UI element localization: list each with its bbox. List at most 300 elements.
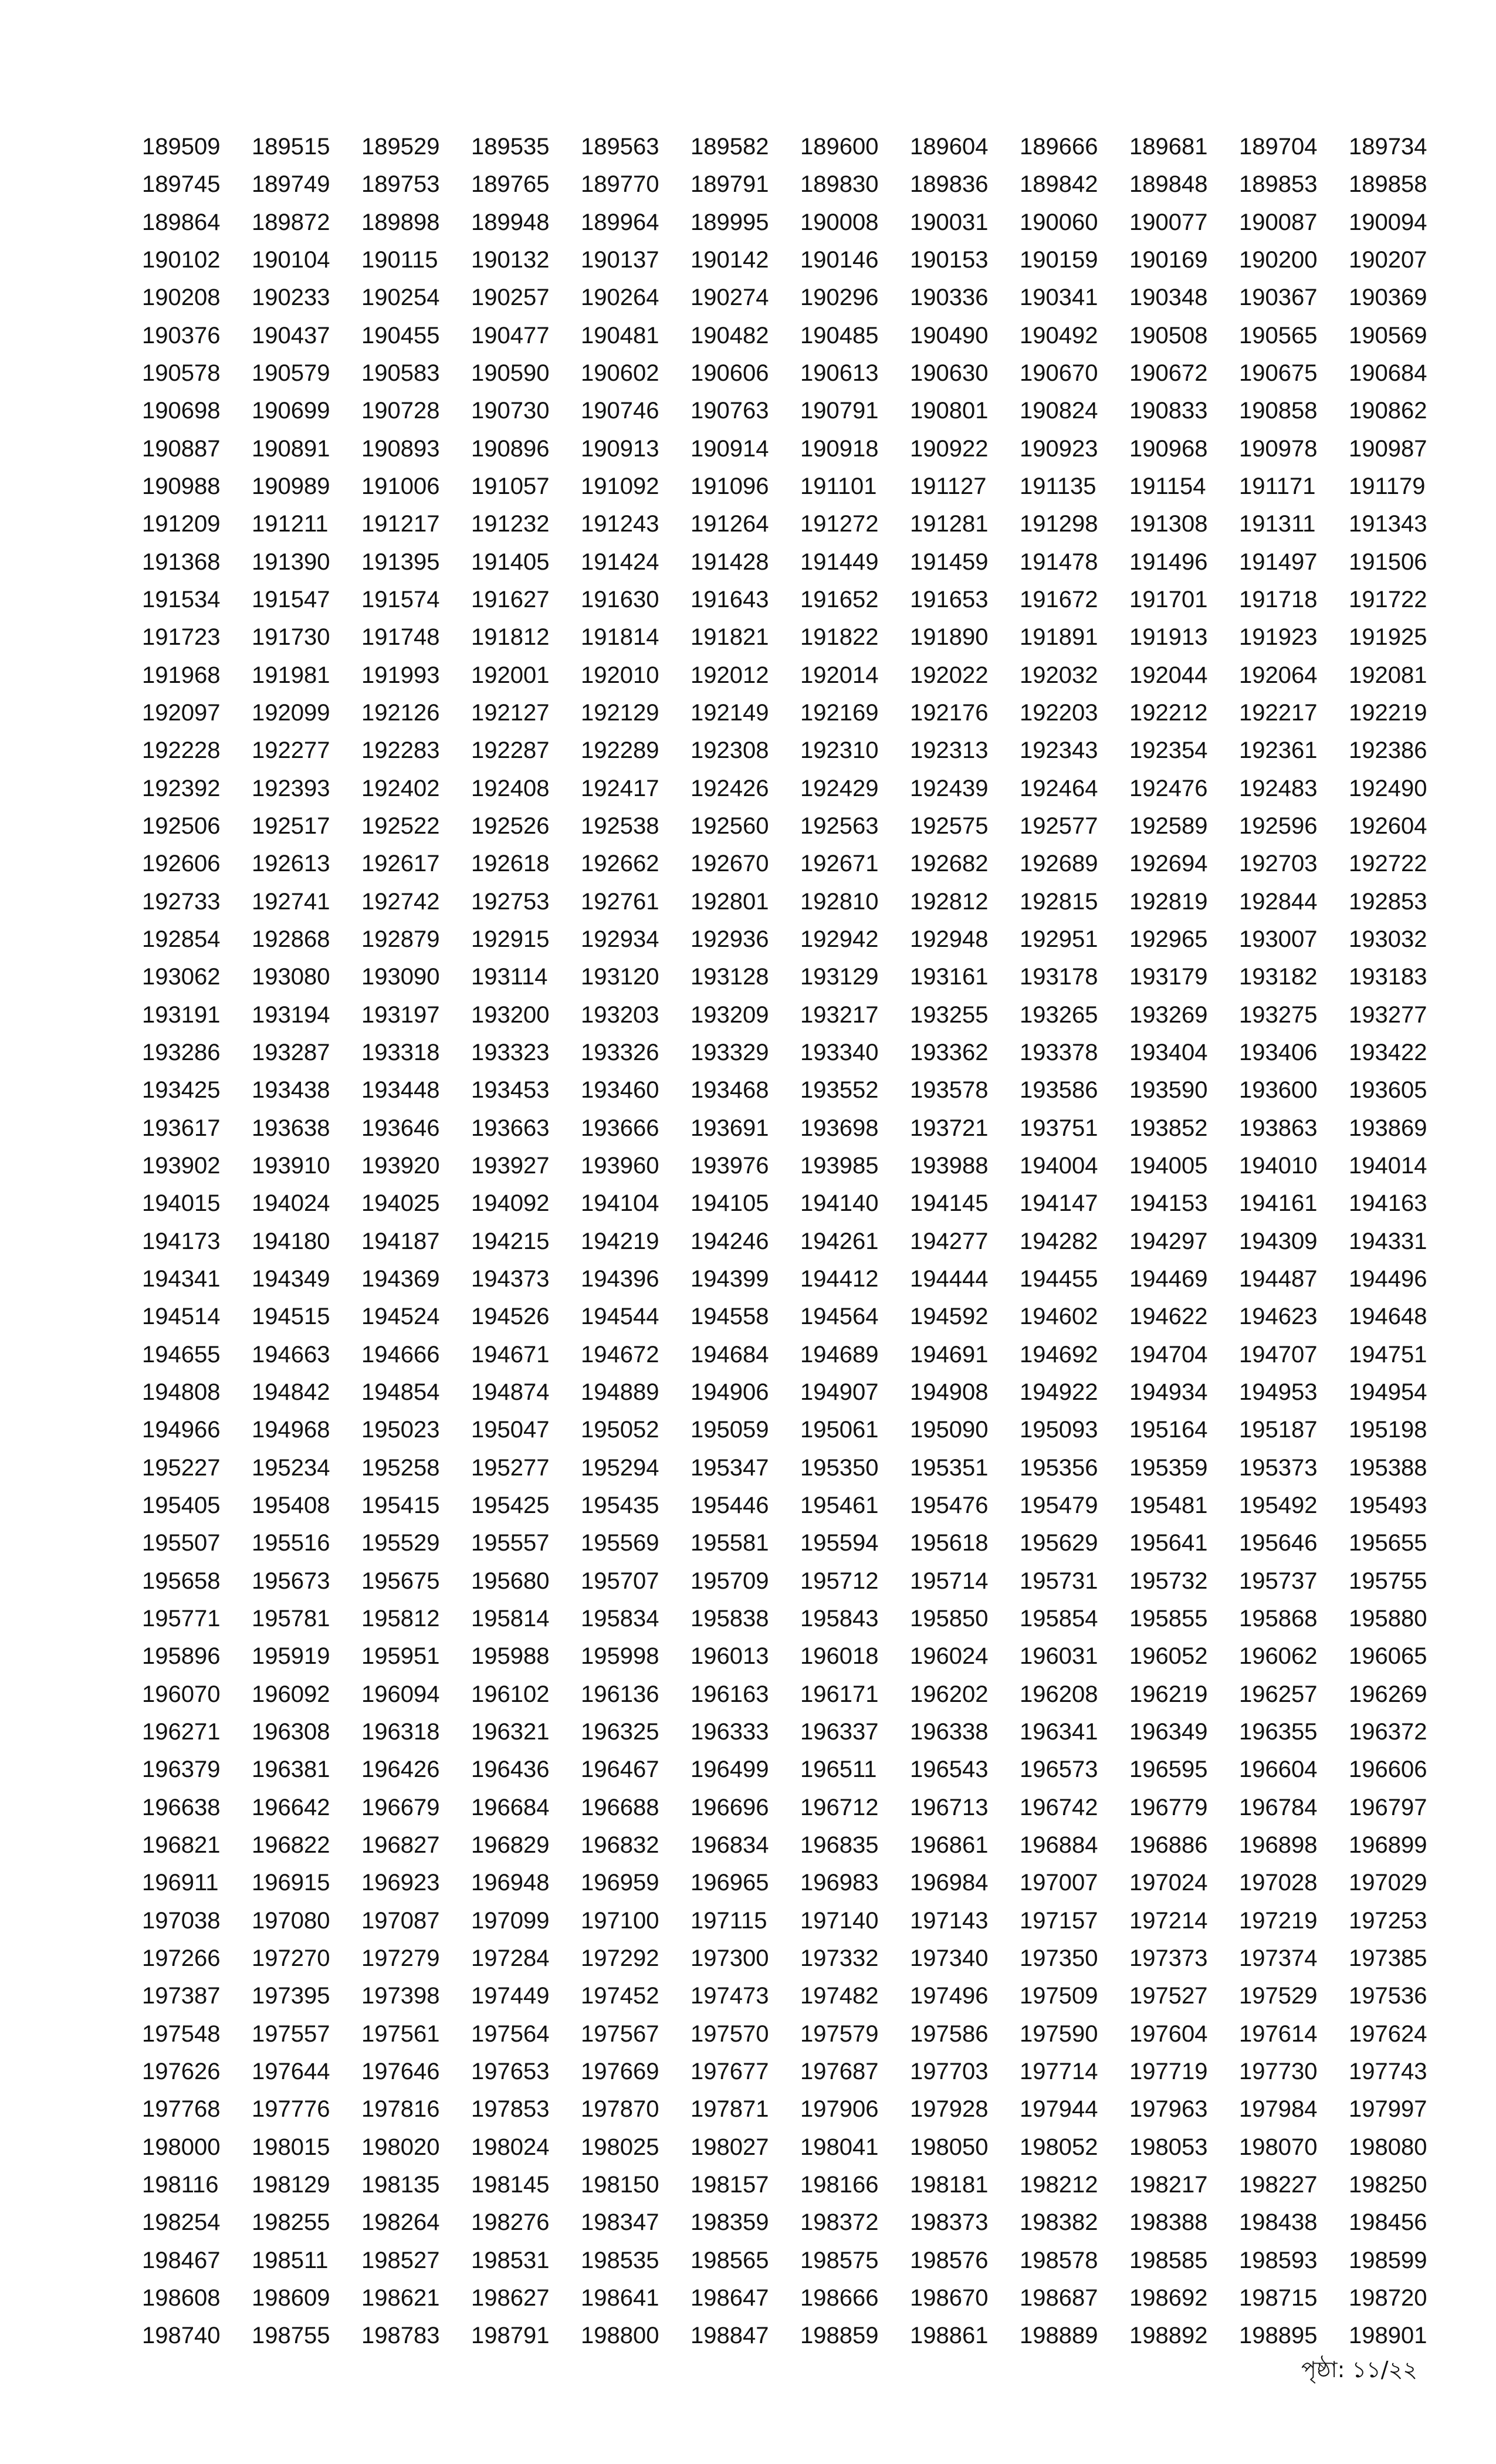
number-cell: 196983	[800, 1870, 879, 1896]
number-cell: 197590	[1020, 2020, 1098, 2047]
number-cell: 191923	[1239, 624, 1318, 651]
number-cell: 197984	[1239, 2096, 1318, 2123]
number-cell: 193920	[361, 1153, 440, 1179]
number-cell: 196467	[581, 1756, 659, 1783]
number-table-body	[142, 128, 1458, 2354]
number-cell: 194623	[1239, 1304, 1318, 1330]
number-cell: 191057	[471, 473, 550, 500]
table-row	[142, 1373, 1458, 1411]
number-cell: 196381	[252, 1756, 330, 1783]
number-cell: 190094	[1349, 209, 1427, 235]
number-cell: 198181	[910, 2171, 989, 2198]
number-cell: 192965	[1129, 926, 1208, 953]
number-cell: 196679	[361, 1794, 440, 1820]
table-row	[142, 1336, 1458, 1373]
number-cell: 197653	[471, 2058, 550, 2084]
number-cell: 191154	[1129, 473, 1206, 500]
number-cell: 195481	[1129, 1492, 1208, 1518]
number-cell: 191574	[361, 587, 440, 613]
number-cell: 191217	[361, 511, 440, 537]
number-cell: 195581	[691, 1530, 769, 1556]
number-cell: 194341	[142, 1266, 221, 1292]
number-cell: 189858	[1349, 171, 1427, 198]
number-cell: 195988	[471, 1643, 550, 1670]
number-cell: 197292	[581, 1945, 659, 1971]
number-cell: 193362	[910, 1040, 989, 1066]
number-cell: 193269	[1129, 1001, 1208, 1028]
number-cell: 198901	[1349, 2323, 1427, 2349]
number-cell: 190274	[691, 285, 769, 311]
number-cell: 197561	[361, 2020, 440, 2047]
number-cell: 198627	[471, 2284, 550, 2311]
number-cell: 196784	[1239, 1794, 1318, 1820]
table-row	[142, 732, 1458, 769]
number-cell: 196606	[1349, 1756, 1427, 1783]
number-cell: 191135	[1020, 473, 1096, 500]
number-cell: 197669	[581, 2058, 659, 2084]
number-cell: 190791	[800, 398, 879, 424]
number-cell: 196604	[1239, 1756, 1318, 1783]
number-cell: 191006	[361, 473, 440, 500]
number-cell: 189864	[142, 209, 221, 235]
number-cell: 198859	[800, 2323, 879, 2349]
number-cell: 193128	[691, 964, 769, 990]
number-cell: 198276	[471, 2209, 550, 2236]
table-row	[142, 317, 1458, 354]
number-cell: 195388	[1349, 1454, 1427, 1481]
number-cell: 190670	[1020, 360, 1098, 387]
number-cell: 192393	[252, 775, 330, 801]
number-cell: 190369	[1349, 285, 1427, 311]
number-cell: 196065	[1349, 1643, 1427, 1670]
number-cell: 192277	[252, 737, 330, 764]
number-cell: 193255	[910, 1001, 989, 1028]
number-cell: 190060	[1020, 209, 1098, 235]
number-cell: 192097	[142, 700, 221, 726]
number-cell: 197350	[1020, 1945, 1098, 1971]
number-cell: 193032	[1349, 926, 1427, 953]
number-cell: 194005	[1129, 1153, 1208, 1179]
table-row	[142, 1675, 1458, 1712]
number-cell: 197853	[471, 2096, 550, 2123]
number-cell: 198666	[800, 2284, 879, 2311]
number-cell: 197776	[252, 2096, 330, 2123]
table-row	[142, 996, 1458, 1034]
table-row	[142, 920, 1458, 958]
table-row	[142, 1147, 1458, 1184]
number-cell: 195059	[691, 1417, 769, 1443]
number-cell: 193080	[252, 964, 330, 990]
number-cell: 198847	[691, 2323, 769, 2349]
number-cell: 192408	[471, 775, 550, 801]
number-cell: 189529	[361, 134, 440, 160]
number-cell: 194105	[691, 1190, 769, 1217]
number-cell: 189853	[1239, 171, 1318, 198]
number-cell: 191981	[252, 662, 330, 688]
number-cell: 193287	[252, 1040, 330, 1066]
number-cell: 192001	[471, 662, 550, 688]
number-cell: 193323	[471, 1040, 550, 1066]
number-cell: 198166	[800, 2171, 879, 2198]
number-cell: 194691	[910, 1341, 989, 1368]
number-cell: 190918	[800, 435, 879, 462]
number-cell: 195234	[252, 1454, 330, 1481]
number-cell: 195594	[800, 1530, 879, 1556]
number-cell: 197570	[691, 2020, 769, 2047]
number-cell: 189734	[1349, 134, 1427, 160]
number-cell: 191822	[800, 624, 879, 651]
number-cell: 196835	[800, 1832, 879, 1858]
number-cell: 192517	[252, 813, 330, 840]
page-number: পৃষ্ঠা: ১১/২২	[1301, 2357, 1417, 2382]
number-cell: 193646	[361, 1115, 440, 1141]
number-cell: 191308	[1129, 511, 1208, 537]
number-cell: 192490	[1349, 775, 1427, 801]
number-cell: 198456	[1349, 2209, 1427, 2236]
number-cell: 196271	[142, 1718, 221, 1745]
number-cell: 194147	[1020, 1190, 1098, 1217]
number-cell: 193721	[910, 1115, 989, 1141]
number-cell: 191368	[142, 549, 221, 575]
number-cell: 193927	[471, 1153, 550, 1179]
number-cell: 195709	[691, 1568, 769, 1594]
number-cell: 192604	[1349, 813, 1427, 840]
number-cell: 190893	[361, 435, 440, 462]
number-cell: 196219	[1129, 1681, 1208, 1707]
number-cell: 191891	[1020, 624, 1098, 651]
number-cell: 190169	[1129, 247, 1208, 273]
number-cell: 195641	[1129, 1530, 1208, 1556]
number-cell: 190153	[910, 247, 989, 273]
table-row	[142, 1109, 1458, 1147]
number-cell: 198372	[800, 2209, 879, 2236]
number-cell: 196379	[142, 1756, 221, 1783]
number-cell: 197473	[691, 1983, 769, 2009]
number-cell: 197714	[1020, 2058, 1098, 2084]
number-cell: 190477	[471, 322, 550, 348]
number-cell: 192733	[142, 888, 221, 915]
number-cell: 196337	[800, 1718, 879, 1745]
number-cell: 192522	[361, 813, 440, 840]
number-cell: 190348	[1129, 285, 1208, 311]
number-cell: 195529	[361, 1530, 440, 1556]
number-cell: 189898	[361, 209, 440, 235]
number-cell: 191179	[1349, 473, 1426, 500]
number-cell: 196911	[142, 1870, 219, 1896]
table-row	[142, 241, 1458, 279]
table-row	[142, 1977, 1458, 2015]
number-cell: 191243	[581, 511, 659, 537]
number-cell: 195854	[1020, 1605, 1098, 1632]
number-cell: 197038	[142, 1907, 221, 1934]
number-cell: 191547	[252, 587, 330, 613]
number-cell: 193197	[361, 1001, 440, 1028]
number-cell: 196834	[691, 1832, 769, 1858]
table-row	[142, 1940, 1458, 1977]
number-cell: 195658	[142, 1568, 221, 1594]
number-cell: 194524	[361, 1304, 440, 1330]
number-cell: 196829	[471, 1832, 550, 1858]
number-cell: 194648	[1349, 1304, 1427, 1330]
number-cell: 193666	[581, 1115, 659, 1141]
table-row	[142, 2204, 1458, 2241]
number-cell: 195838	[691, 1605, 769, 1632]
number-cell: 191723	[142, 624, 221, 651]
number-cell: 194246	[691, 1228, 769, 1254]
number-cell: 196062	[1239, 1643, 1318, 1670]
number-cell: 192934	[581, 926, 659, 953]
number-cell: 190730	[471, 398, 550, 424]
number-cell: 195227	[142, 1454, 221, 1481]
number-cell: 192313	[910, 737, 989, 764]
number-cell: 192149	[691, 700, 769, 726]
number-cell: 195294	[581, 1454, 659, 1481]
number-cell: 197496	[910, 1983, 989, 2009]
number-cell: 192010	[581, 662, 659, 688]
number-cell: 197100	[581, 1907, 659, 1934]
number-cell: 197395	[252, 1983, 330, 2009]
number-cell: 189563	[581, 134, 659, 160]
number-cell: 189745	[142, 171, 221, 198]
number-cell: 198609	[252, 2284, 330, 2311]
number-cell: 193698	[800, 1115, 879, 1141]
number-cell: 194968	[252, 1417, 330, 1443]
number-cell: 191730	[252, 624, 330, 651]
number-cell: 195425	[471, 1492, 550, 1518]
number-cell: 189765	[471, 171, 550, 198]
number-cell: 195052	[581, 1417, 659, 1443]
number-cell: 194526	[471, 1304, 550, 1330]
number-cell: 193326	[581, 1040, 659, 1066]
number-cell: 198135	[361, 2171, 440, 2198]
number-cell: 191701	[1129, 587, 1208, 613]
number-cell: 196269	[1349, 1681, 1427, 1707]
number-cell: 193578	[910, 1077, 989, 1104]
number-cell: 195755	[1349, 1568, 1427, 1594]
number-cell: 193605	[1349, 1077, 1427, 1104]
number-cell: 195373	[1239, 1454, 1318, 1481]
number-cell: 196341	[1020, 1718, 1098, 1745]
number-cell: 191264	[691, 511, 769, 537]
number-cell: 190824	[1020, 398, 1098, 424]
number-cell: 197279	[361, 1945, 440, 1971]
number-cell: 190102	[142, 247, 221, 273]
number-cell: 193120	[581, 964, 659, 990]
number-cell: 193468	[691, 1077, 769, 1104]
number-cell: 192429	[800, 775, 879, 801]
number-cell: 192129	[581, 700, 659, 726]
number-cell: 198783	[361, 2323, 440, 2349]
number-cell: 190606	[691, 360, 769, 387]
number-cell: 197768	[142, 2096, 221, 2123]
number-cell: 197387	[142, 1983, 221, 2009]
number-cell: 192575	[910, 813, 989, 840]
number-cell: 197266	[142, 1945, 221, 1971]
number-cell: 195356	[1020, 1454, 1098, 1481]
table-row	[142, 1411, 1458, 1448]
number-cell: 194514	[142, 1304, 221, 1330]
number-cell: 198593	[1239, 2247, 1318, 2273]
number-cell: 194219	[581, 1228, 659, 1254]
number-cell: 194672	[581, 1341, 659, 1368]
number-cell: 198599	[1349, 2247, 1427, 2273]
number-cell: 189704	[1239, 134, 1318, 160]
number-cell: 198892	[1129, 2323, 1208, 2349]
number-cell: 194966	[142, 1417, 221, 1443]
number-cell: 198024	[471, 2134, 550, 2160]
table-row	[142, 1184, 1458, 1222]
number-cell: 195814	[471, 1605, 550, 1632]
number-cell: 197300	[691, 1945, 769, 1971]
number-cell: 192127	[471, 700, 550, 726]
number-cell: 190492	[1020, 322, 1098, 348]
number-table	[142, 128, 1458, 2354]
number-cell: 195737	[1239, 1568, 1318, 1594]
number-cell: 193863	[1239, 1115, 1318, 1141]
number-cell: 197527	[1129, 1983, 1208, 2009]
number-cell: 195023	[361, 1417, 440, 1443]
number-cell: 192044	[1129, 662, 1208, 688]
number-cell: 193340	[800, 1040, 879, 1066]
table-row	[142, 1901, 1458, 1939]
number-cell: 192012	[691, 662, 769, 688]
number-cell: 197087	[361, 1907, 440, 1934]
number-cell: 190207	[1349, 247, 1427, 273]
number-cell: 194808	[142, 1379, 221, 1405]
number-cell: 198740	[142, 2323, 221, 2349]
number-cell: 189600	[800, 134, 879, 160]
number-cell: 196713	[910, 1794, 989, 1820]
number-cell: 194455	[1020, 1266, 1098, 1292]
number-cell: 192283	[361, 737, 440, 764]
number-cell: 196136	[581, 1681, 659, 1707]
number-cell: 195507	[142, 1530, 221, 1556]
number-cell: 197944	[1020, 2096, 1098, 2123]
number-cell: 193586	[1020, 1077, 1098, 1104]
number-cell: 190672	[1129, 360, 1208, 387]
table-row	[142, 204, 1458, 241]
number-cell: 193286	[142, 1040, 221, 1066]
number-cell: 193318	[361, 1040, 440, 1066]
number-cell: 195855	[1129, 1605, 1208, 1632]
number-cell: 195516	[252, 1530, 330, 1556]
number-cell: 198382	[1020, 2209, 1098, 2236]
number-cell: 195629	[1020, 1530, 1098, 1556]
number-cell: 197646	[361, 2058, 440, 2084]
number-cell: 194954	[1349, 1379, 1427, 1405]
number-cell: 190922	[910, 435, 989, 462]
number-cell: 192081	[1349, 662, 1427, 688]
number-cell: 190031	[910, 209, 989, 235]
number-cell: 198025	[581, 2134, 659, 2160]
number-cell: 193869	[1349, 1115, 1427, 1141]
number-cell: 190159	[1020, 247, 1098, 273]
number-cell: 196984	[910, 1870, 989, 1896]
number-cell: 197332	[800, 1945, 879, 1971]
number-cell: 196779	[1129, 1794, 1208, 1820]
number-cell: 197677	[691, 2058, 769, 2084]
number-cell: 191672	[1020, 587, 1098, 613]
number-cell: 189791	[691, 171, 769, 198]
number-cell: 197579	[800, 2020, 879, 2047]
number-cell: 197385	[1349, 1945, 1427, 1971]
number-cell: 197586	[910, 2020, 989, 2047]
number-cell: 195712	[800, 1568, 879, 1594]
number-cell: 190142	[691, 247, 769, 273]
number-cell: 189836	[910, 171, 989, 198]
number-cell: 193090	[361, 964, 440, 990]
number-cell: 190583	[361, 360, 440, 387]
number-cell: 191627	[471, 587, 550, 613]
number-cell: 191652	[800, 587, 879, 613]
number-cell: 198895	[1239, 2323, 1318, 2349]
number-cell: 197373	[1129, 1945, 1208, 1971]
number-cell: 193960	[581, 1153, 659, 1179]
number-cell: 194277	[910, 1228, 989, 1254]
number-cell: 189509	[142, 134, 221, 160]
number-cell: 197719	[1129, 2058, 1208, 2084]
number-cell: 198575	[800, 2247, 879, 2273]
number-cell: 195350	[800, 1454, 879, 1481]
number-cell: 193453	[471, 1077, 550, 1104]
number-cell: 195896	[142, 1643, 221, 1670]
number-cell: 196696	[691, 1794, 769, 1820]
number-cell: 193663	[471, 1115, 550, 1141]
number-cell: 191925	[1349, 624, 1427, 651]
number-cell: 194153	[1129, 1190, 1208, 1217]
number-cell: 196308	[252, 1718, 330, 1745]
number-cell: 191653	[910, 587, 989, 613]
number-cell: 196832	[581, 1832, 659, 1858]
number-cell: 190008	[800, 209, 879, 235]
number-cell: 194104	[581, 1190, 659, 1217]
number-cell: 195868	[1239, 1605, 1318, 1632]
table-row	[142, 2053, 1458, 2090]
number-cell: 197219	[1239, 1907, 1318, 1934]
number-cell: 198227	[1239, 2171, 1318, 2198]
number-cell: 194469	[1129, 1266, 1208, 1292]
number-cell: 198861	[910, 2323, 989, 2349]
number-cell: 197743	[1349, 2058, 1427, 2084]
number-cell: 194215	[471, 1228, 550, 1254]
table-row	[142, 1448, 1458, 1486]
number-cell: 190565	[1239, 322, 1318, 348]
number-cell: 193552	[800, 1077, 879, 1104]
number-cell: 196638	[142, 1794, 221, 1820]
number-cell: 190490	[910, 322, 989, 348]
number-cell: 197624	[1349, 2020, 1427, 2047]
number-cell: 193217	[800, 1001, 879, 1028]
number-cell: 198687	[1020, 2284, 1098, 2311]
number-cell: 191092	[581, 473, 659, 500]
number-cell: 195347	[691, 1454, 769, 1481]
number-cell: 190675	[1239, 360, 1318, 387]
number-cell: 191459	[910, 549, 989, 575]
number-cell: 192577	[1020, 813, 1098, 840]
number-cell: 193691	[691, 1115, 769, 1141]
number-cell: 191534	[142, 587, 221, 613]
number-cell: 194908	[910, 1379, 989, 1405]
number-cell: 190891	[252, 435, 330, 462]
number-cell: 194331	[1349, 1228, 1427, 1254]
number-cell: 198347	[581, 2209, 659, 2236]
number-cell: 193617	[142, 1115, 221, 1141]
number-cell: 194592	[910, 1304, 989, 1330]
table-row	[142, 2317, 1458, 2354]
table-row	[142, 1071, 1458, 1109]
number-cell: 195187	[1239, 1417, 1318, 1443]
number-cell: 193910	[252, 1153, 330, 1179]
